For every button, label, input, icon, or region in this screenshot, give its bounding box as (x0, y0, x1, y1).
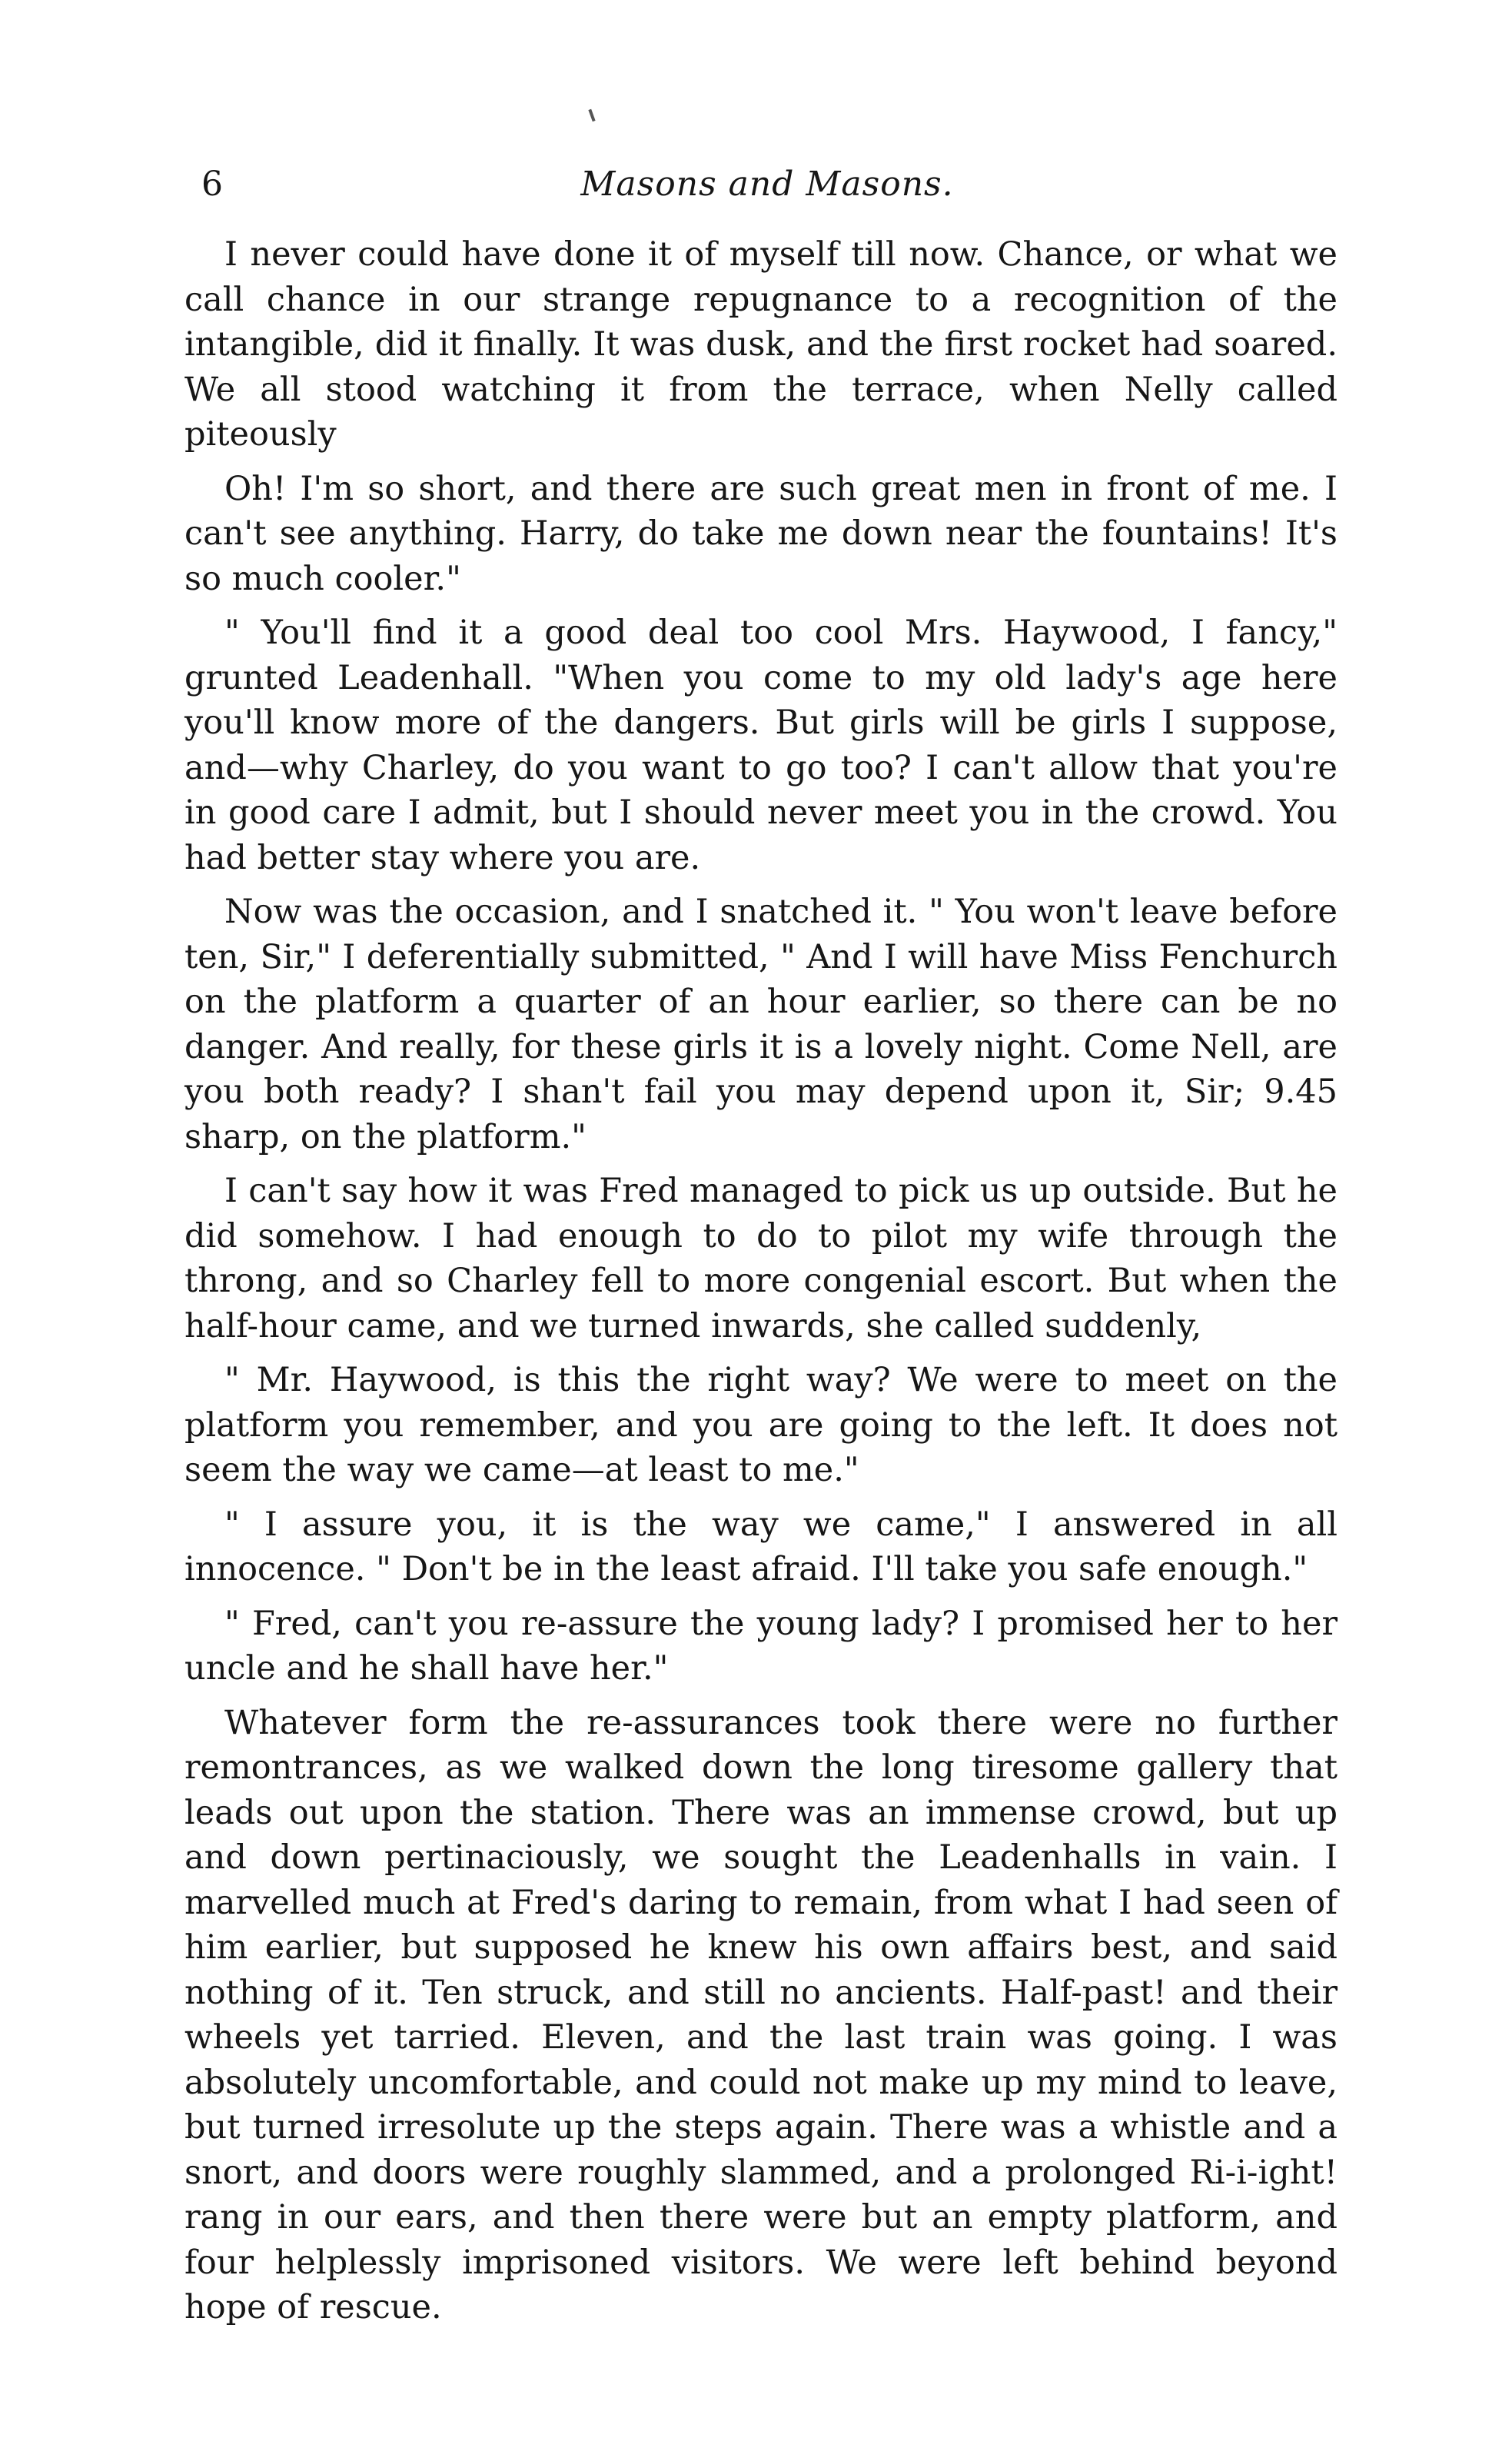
paragraph: Whatever form the re-assurances took there were no further remontrances, as we walked down the long tiresome gallery that leads out upon the station. There was an immense crowd, but up and down pertinaciously, we sought the Leadenhalls in vain. I marvelled much at Fred's daring to remain, from what I had seen of him earlier, but supposed he knew his own affairs best, and said nothing of it. Ten struck, and still no ancients. Half-past! and their wheels yet tarried. Eleven, and the last train was going. I was absolutely uncomfortable, and could not make up my mind to leave, but turned irresolute up the steps again. There was a whistle and a snort, and doors were roughly slammed, and a prolonged Ri-i-ight! rang in our ears, and then there were but an empty platform, and four helplessly imprisoned visitors. We were left behind beyond hope of rescue. (184, 1703, 1338, 2327)
paragraph: " Mr. Haywood, is this the right way? We were to meet on the platform you remember, and you are going to the left. It does not seem the way we came—at least to me." (184, 1361, 1338, 1489)
ink-speck (588, 109, 595, 121)
running-title: Masons and Masons. (580, 165, 954, 204)
paragraph: Now was the occasion, and I snatched it. " You won't leave before ten, Sir," I deferentially submitted, " And I will have Miss Fenchurch on the platform a quarter of an hour earlier, so there can be no danger. And really, for these girls it is a lovely night. Come Nell, are you both ready? I shan't fail you may depend upon it, Sir; 9.45 sharp, on the platform." (184, 893, 1338, 1156)
paragraph: I never could have done it of myself till now. Chance, or what we call chance in our strange repugnance to a recognition of the intangible, did it finally. It was dusk, and the first rocket had soared. We all stood watching it from the terrace, when Nelly called piteously (184, 235, 1338, 454)
page-number: 6 (201, 165, 223, 204)
paragraph: " I assure you, it is the way we came," I answered in all innocence. " Don't be in the least afraid. I'll take you safe enough." (184, 1505, 1338, 1588)
page-header (201, 158, 1333, 211)
body-text (184, 232, 1338, 2330)
paragraph: " You'll find it a good deal too cool Mrs. Haywood, I fancy," grunted Leadenhall. "When you come to my old lady's age here you'll know more of the dangers. But girls will be girls I suppose, and—why Charley, do you want to go too? I can't allow that you're in good care I admit, but I should never meet you in the crowd. You had better stay where you are. (184, 614, 1338, 877)
paragraph: I can't say how it was Fred managed to pick us up outside. But he did somehow. I had enough to do to pilot my wife through the throng, and so Charley fell to more congenial escort. But when the half-hour came, and we turned inwards, she called suddenly, (184, 1172, 1338, 1345)
paragraph: Oh! I'm so short, and there are such great men in front of me. I can't see anything. Harry, do take me down near the fountains! It's so much cooler." (184, 469, 1338, 598)
paragraph: " Fred, can't you re-assure the young lady? I promised her to her uncle and he shall have her." (184, 1604, 1338, 1688)
